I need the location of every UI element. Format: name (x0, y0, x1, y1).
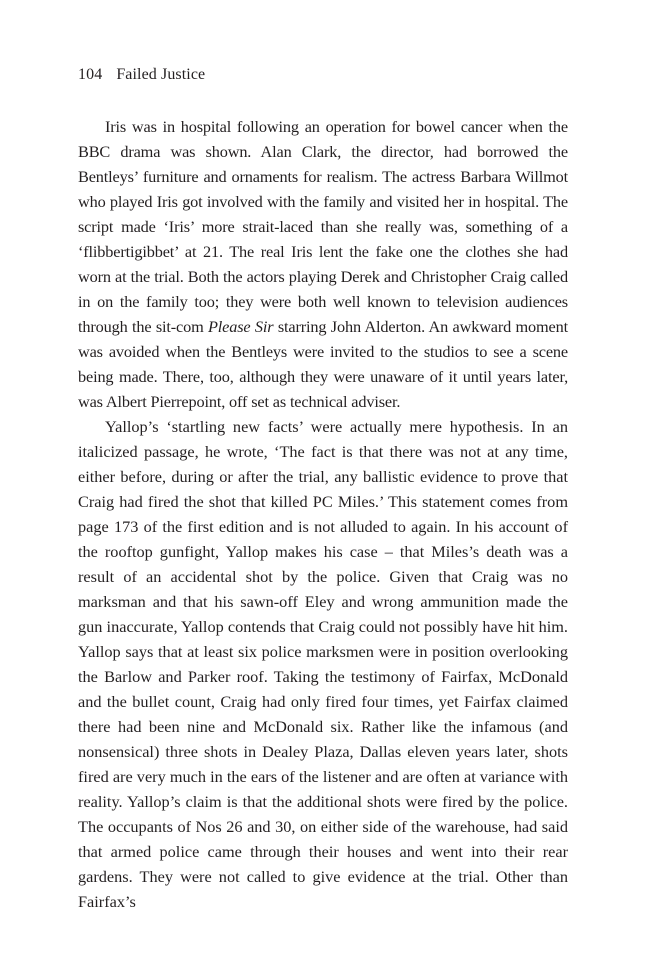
paragraph (78, 114, 568, 414)
paragraph: Yallop’s ‘startling new facts’ were actually mere hypothesis. In an italicized passage, he wrote, ‘The fact is that there was not at any time, either before, during or after the trial, any ballistic evidence to prove that Craig had fired the shot that killed PC Miles.’ This statement comes from page 173 of the first edition and is not alluded to again. In his account of the rooftop gunfight, Yallop makes his case – that Miles’s death was a result of an accidental shot by the police. Given that Craig was no marksman and that his sawn-off Eley and wrong ammunition made the gun inaccurate, Yallop contends that Craig could not possibly have hit him. Yallop says that at least six police marksmen were in position overlooking the Barlow and Parker roof. Taking the testimony of Fairfax, McDonald and the bullet count, Craig had only fired four times, yet Fairfax claimed there had been nine and McDonald six. Rather like the infamous (and nonsensical) three shots in Dealey Plaza, Dallas eleven years later, shots fired are very much in the ears of the listener and are often at variance with reality. Yallop’s claim is that the additional shots were fired by the police. The occupants of Nos 26 and 30, on either side of the warehouse, had said that armed police came through their houses and went into their rear gardens. They were not called to give evidence at the trial. Other than Fairfax’s (78, 417, 568, 911)
paragraph-text: Iris was in hospital following an operation for bowel cancer when the BBC drama was shown. Alan Clark, the director, had borrowed the Bentleys’ furniture and ornaments for realism. The actress Barbara Willmot who played Iris got involved with the family and visited her in hospital. The script made ‘Iris’ more strait-laced than she really was, something of a ‘flibbertigibbet’ at 21. The real Iris lent the fake one the clothes she had worn at the trial. Both the actors playing Derek and Christopher Craig called in on the family too; they were both well known to television audiences through the sit-com (78, 117, 568, 336)
running-title: Failed Justice (116, 66, 206, 83)
paragraph-text: starring John Alderton. An awkward moment was avoided when the Bentleys were invited to the studios to see a scene being made. There, too, although they were unaware of it until years later, was Albert Pierrepoint, off set as technical adviser. (78, 317, 569, 411)
body-text (78, 114, 568, 914)
running-head (78, 64, 205, 86)
page-number: 104 (78, 66, 103, 83)
italic-title: Please Sir (208, 317, 274, 336)
